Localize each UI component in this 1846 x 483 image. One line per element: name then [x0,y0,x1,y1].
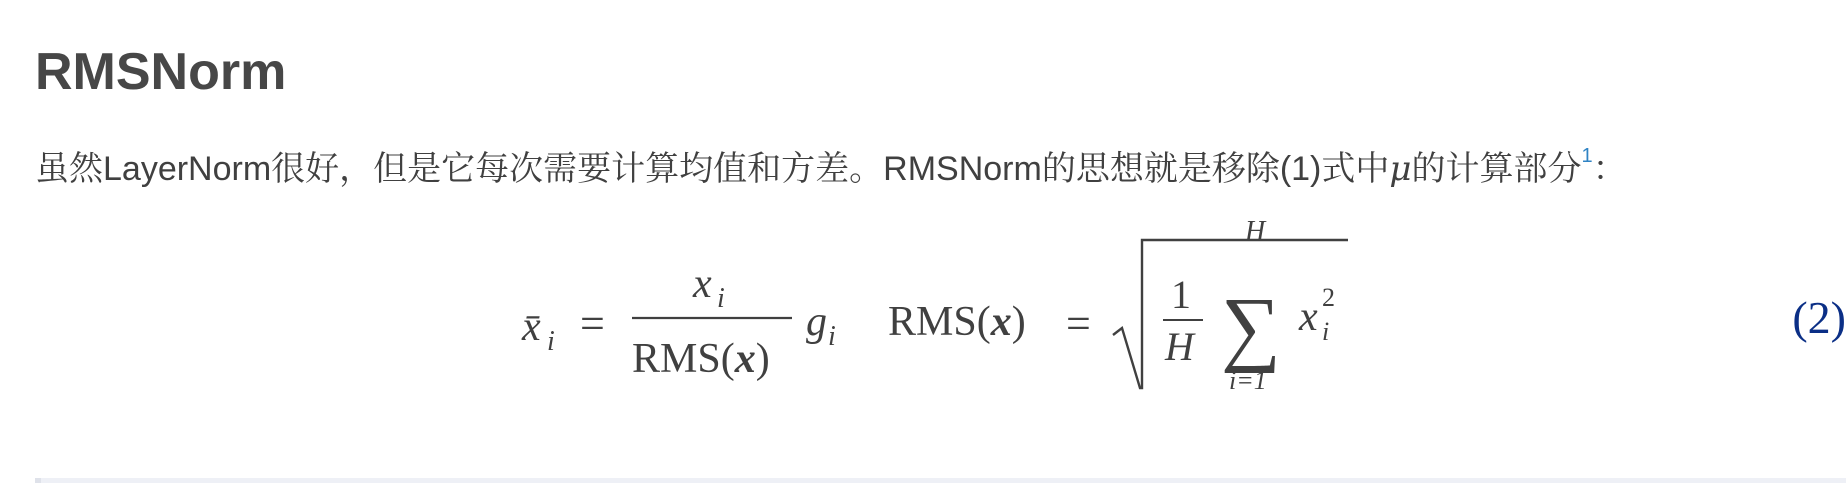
rmsnorm-equation [0,200,1846,400]
paragraph-colon: ： [1592,150,1627,188]
inner-denominator: H [1165,324,1194,369]
rms-prefix: RMS( [888,299,991,345]
mu-symbol: μ [1389,149,1412,189]
den-bold-x: x [734,336,756,382]
inner-numerator: 1 [1171,272,1191,317]
sum-lower-limit: i=1 [1229,366,1267,395]
equals-sign-1: = [580,299,605,348]
term-superscript: 2 [1322,283,1335,312]
footnote-link[interactable]: 1 [1581,145,1593,167]
fraction-numerator-subscript: i [717,283,725,314]
term-subscript: i [1322,317,1330,346]
rms-suffix: ) [1011,299,1026,345]
rms-bold-x: x [990,299,1012,345]
rms-definition [888,299,1026,345]
gain-subscript: i [828,321,836,352]
paragraph-text-after: 的计算部分 [1411,150,1582,188]
term-x: x [1299,294,1318,340]
den-rms-prefix: RMS( [632,336,735,382]
equation-number: (2) [1792,292,1846,343]
fraction-numerator-x: x [693,261,712,307]
sum-upper-limit: H [1245,216,1266,247]
summation-symbol: ∑ [1221,281,1281,374]
fraction-denominator [632,336,770,382]
equals-sign-2: = [1066,299,1091,348]
paragraph-text-before: 虽然LayerNorm很好，但是它每次需要计算均值和方差。RMSNorm的思想就是移除(1)式中 [35,150,1390,188]
gain-g: g [806,299,827,345]
den-rms-suffix: ) [755,336,770,382]
section-title: RMSNorm [35,43,287,101]
lhs-subscript: i [547,326,555,357]
next-block-edge [35,478,1846,483]
intro-paragraph [35,130,1627,195]
lhs-x-bar: x̄ [522,304,541,350]
